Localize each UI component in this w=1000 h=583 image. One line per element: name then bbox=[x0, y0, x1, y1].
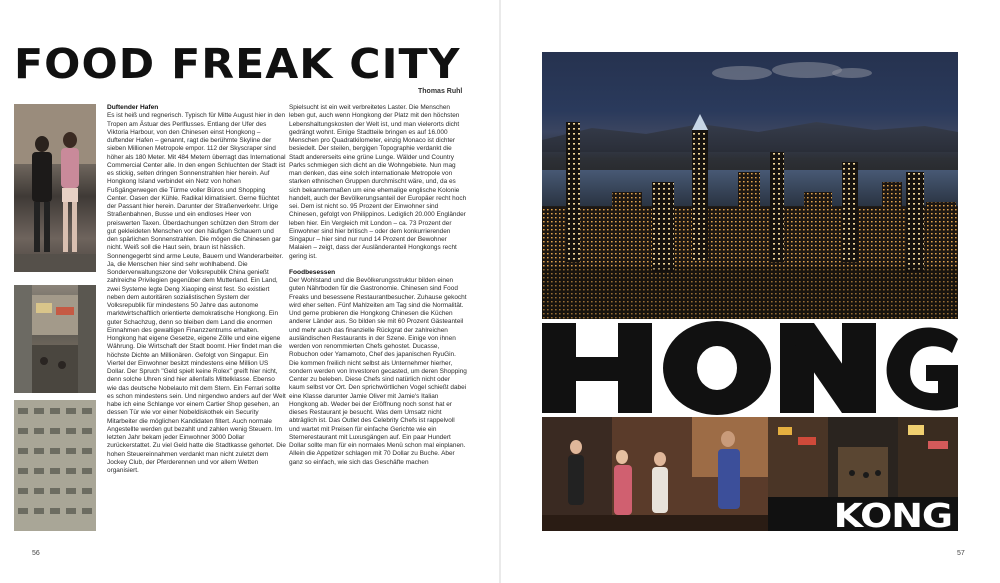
author-name: Thomas Ruhl bbox=[418, 88, 463, 95]
kong-bar bbox=[768, 496, 958, 535]
photo-market-street bbox=[14, 285, 96, 393]
photo-hong-kong-skyline bbox=[542, 52, 958, 319]
column-1-text: Es ist heiß und regnerisch. Typisch für Mitte August hier in den Tropen am Ästuar des Perlflusses. Entlang der Ufer des Viktoria Harbour, von den Chinesen einst Hongkong – duftender Hafen – genannt, ragt die berühmte Skyline der sieben Millionen Metropole empor. 112 der Skyscraper sind höher als 180 Meter. Mit 484 Metern überragt das International Commercial Center alle. In den engen Schluchten der Stadt ist es stickig, selten dringen Sonnenstrahlen hier herein. Auf Hongkong Island verbindet ein Netz von hohen Fußgängerwegen die Türme voller Büros und Shopping Center. Oasen der Kühle. Radikal klimatisiert. Gerne flüchtet der Passant hier herein. Darunter der Straßenverkehr. Urige Straßenbahnen, Busse und ein endloses Heer von preiswerten Taxen. Überdachungen schützen den Strom der gut gekleideten Menschen vor den häufigen Schauern und den spärlichen Sonnenstrahlen. Die mögen die Chinesen gar nicht. Weiß soll die Haut sein, braun ist hässlich. Sonnengegerbt sind arme Leute, Bauern und Wanderarbeiter. Ja, die Menschen hier sind sehr wohlhabend. Die Sonderverwaltungszone der Volksrepublik China genießt zahlreiche Privilegien gegenüber dem Mutterland. Ein Land, zwei Systeme legte Deng Xiaoping einst fest. So existiert neben dem autoritären sozialistischen System der Volksrepublik für mindestens 50 Jahre das autonome marktwirtschaftlich orientierte demokratische Hongkong. Ein guter Schachzug, denn so bleiben dem Land die enormen Einnahmen des gewaltigen Finanzzentrums erhalten. Hongkong hat eigene Gesetze, eigene Zölle und eine eigene Währung. Die Wirtschaft der Stadt boomt. Hier findet man die höchste Dichte an Millionären. Gefolgt von Singapur. Ein Viertel der Einwohner besitzt mindestens eine Million US Dollar. Der Spruch "Geld spielt keine Rolex" greift hier nicht, denn solche Uhren sind hier allenfalls Mittelklasse. Ebenso wie das deutsche Nobelauto mit dem Stern. Ein Ferrari sollte es schon mindestens sein. Und nirgendwo anders auf der Welt habe ich eine Schlange vor einem Cartier Shop gesehen, an dessen Tür wie vor einer Nobeldiskothek ein Security Mitarbeiter die möglichen Kandidaten filtert. Auch normale Angestellte werden gut bezahlt und zahlen wenig Steuern. Im letzten Jahr bekam jeder Einwohner 3000 Dollar zurückerstattet. Zu viel Geld hatte die Stadtkasse gehortet. Die hohen Steuereinnahmen verdankt man nicht zuletzt dem Jockey Club, der Pferderennen und vor allem Wetten organisiert. bbox=[107, 112, 286, 474]
page-gutter bbox=[499, 0, 501, 583]
skyline-art bbox=[542, 52, 958, 319]
kong-lettering: KONG bbox=[833, 496, 952, 535]
column-2-text-1: Spielsucht ist ein weit verbreitetes Laster. Die Menschen leben gut, auch wenn Hongkong der Platz mit den höchsten Lebenshaltungskosten der Welt ist, und man vielerorts dicht gedrängt wohnt. Einige Stadtteile bringen es auf 16.000 Menschen pro Quadratkilometer, einzig Monaco ist dichter besiedelt. Der steilen, bergigen Topographie verdankt die Stadt andererseits eine grüne Lunge. Wälder und Country Parks schmiegen sich dicht an die Wohngebiete. Nun mag man denken, das eine solch internationale Metropole von starken ethnischen Gruppen durchmischt wäre, und, da es sich bekanntermaßen um eine ehemalige englische Kolonie handelt, auch der Bevölkerungsanteil der Europäer recht hoch sei. Dem ist nicht so. 95 Prozent der Einwohner sind Chinesen, gefolgt von Philippinos. Lediglich 20.000 Engländer leben hier. Ein Vergleich mit London – ca. 73 Prozent der Einwohner sind hier britisch – oder dem konkurrierenden Singapur – hier sind nur rund 14 Prozent der Bewohner Malaien – zeigt, dass der Ausländeranteil Hongkongs recht gering ist. bbox=[289, 104, 467, 260]
article-title: FOOD FREAK CITY bbox=[14, 40, 461, 88]
photo-night-street bbox=[768, 417, 958, 497]
right-page bbox=[500, 0, 1000, 583]
hong-lettering-art bbox=[542, 319, 958, 417]
section-heading-duftender-hafen: Duftender Hafen bbox=[107, 104, 159, 111]
section-heading-foodbesessen: Foodbesessen bbox=[289, 268, 336, 276]
page-number-right: 57 bbox=[957, 550, 965, 557]
photo-night-street-art bbox=[768, 417, 958, 497]
column-2-text-2: Der Wohlstand und die Bevölkerungsstruktur bilden einen guten Nährboden für die Gastronomie. Chinesen sind Food Freaks und besessene Restaurantbesucher. Zuhause gekocht wird eher selten. Fünf Mahlzeiten am Tag sind die Normalität. Und gerne probieren die Hongkong Chinesen die Küchen anderer Länder aus. So bilden sie mit 60 Prozent Gästeanteil und mehr auch das finanzielle Rückgrat der zahlreichen ausländischen Restaurants in der Szene. Einige von ihnen werden von renommierten Chefs gehostet. Ducasse, Robuchon oder Yamamoto, Chef des japanischen RyuGin. Die kommen freilich nicht selbst als Unternehmer hierher, sondern werden von Investoren gecasted, um deren Shopping Center zu beleben. Diese Chefs sind natürlich nicht oder kaum selbst vor Ort. Den sprichwörtlichen Vogel schießt dabei eine Klasse darunter Jamie Oliver mit Jamie's Italian Hongkong ab. Weder bei der Eröffnung noch sonst hat er dieses Restaurant je besucht. Was dem Umsatz nicht abträglich ist. Das Outlet des Celebrity Chefs ist rappelvoll und wartet mit Preisen für einfache Gerichte wie ein Sternerestaurant mit Luxusgängen auf. Ein paar Hundert Dollar sollte man für ein normales Menü schon mal einplanen. Allein die Appetizer schlagen mit 70 Dollar zu Buche. Aber ganz so einfach, wie sich das Geschäfte machen bbox=[289, 277, 467, 466]
photo-people-restaurant-art bbox=[542, 417, 768, 531]
photo-street-walkers bbox=[14, 104, 96, 272]
hong-lettering bbox=[542, 319, 958, 417]
page-number-left: 56 bbox=[32, 550, 40, 557]
article-column-1 bbox=[107, 104, 286, 475]
photo-street-walkers-art bbox=[14, 104, 96, 272]
photo-people-restaurant bbox=[542, 417, 768, 531]
article-column-2 bbox=[289, 104, 467, 467]
photo-residential-towers bbox=[14, 400, 96, 531]
photo-market-street-art bbox=[14, 285, 96, 393]
photo-residential-towers-art bbox=[14, 400, 96, 531]
